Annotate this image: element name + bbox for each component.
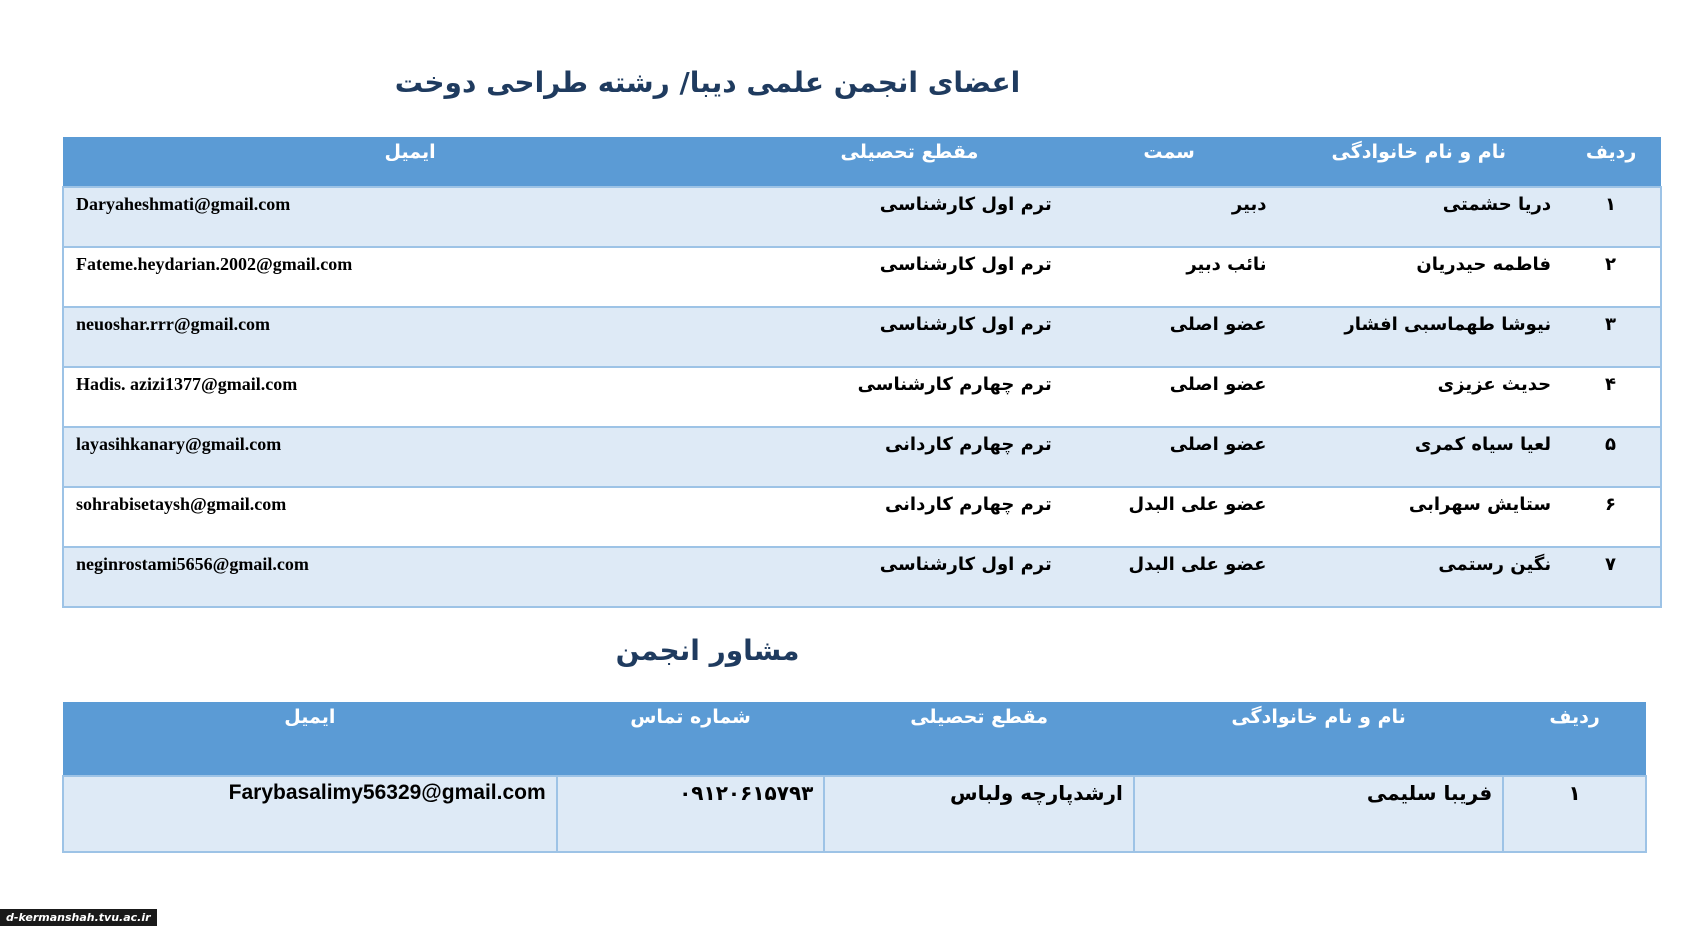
member-position: عضو اصلی <box>1062 367 1277 427</box>
header-name: نام و نام خانوادگی <box>1276 137 1561 187</box>
row-number: ۱ <box>1561 187 1661 247</box>
row-number: ۵ <box>1561 427 1661 487</box>
table-row <box>63 187 1661 247</box>
header-row-number: ردیف <box>1561 137 1661 187</box>
members-table <box>62 137 1662 608</box>
members-header-row <box>63 137 1661 187</box>
header-email: ایمیل <box>63 137 757 187</box>
advisor-title: مشاور انجمن <box>615 634 800 667</box>
table-row <box>63 427 1661 487</box>
header-name: نام و نام خانوادگی <box>1134 702 1503 776</box>
page-title: اعضای انجمن علمی دیبا/ رشته طراحی دوخت <box>394 66 1021 99</box>
member-email: neuoshar.rrr@gmail.com <box>63 307 757 367</box>
row-number: ۴ <box>1561 367 1661 427</box>
member-email: neginrostami5656@gmail.com <box>63 547 757 607</box>
header-degree: مقطع تحصیلی <box>824 702 1134 776</box>
member-degree: ترم اول کارشناسی <box>757 307 1062 367</box>
header-position: سمت <box>1062 137 1277 187</box>
member-degree: ترم چهارم کارشناسی <box>757 367 1062 427</box>
member-degree: ترم اول کارشناسی <box>757 547 1062 607</box>
table-row <box>63 247 1661 307</box>
member-position: عضو اصلی <box>1062 307 1277 367</box>
row-number: ۱ <box>1503 776 1646 852</box>
advisor-phone: ۰۹۱۲۰۶۱۵۷۹۳ <box>557 776 825 852</box>
header-row-number: ردیف <box>1503 702 1646 776</box>
member-email: sohrabisetaysh@gmail.com <box>63 487 757 547</box>
member-degree: ترم اول کارشناسی <box>757 247 1062 307</box>
advisor-header-row <box>63 702 1646 776</box>
table-row <box>63 487 1661 547</box>
table-row <box>63 307 1661 367</box>
advisor-degree: ارشدپارچه ولباس <box>824 776 1134 852</box>
member-degree: ترم چهارم کاردانی <box>757 427 1062 487</box>
member-position: عضو اصلی <box>1062 427 1277 487</box>
site-watermark: d-kermanshah.tvu.ac.ir <box>0 909 157 926</box>
member-degree: ترم اول کارشناسی <box>757 187 1062 247</box>
member-email: Fateme.heydarian.2002@gmail.com <box>63 247 757 307</box>
member-email: Hadis. azizi1377@gmail.com <box>63 367 757 427</box>
member-position: عضو علی البدل <box>1062 487 1277 547</box>
row-number: ۲ <box>1561 247 1661 307</box>
member-name: ستایش سهرابی <box>1276 487 1561 547</box>
member-email: Daryaheshmati@gmail.com <box>63 187 757 247</box>
member-name: دریا حشمتی <box>1276 187 1561 247</box>
member-name: فاطمه حیدریان <box>1276 247 1561 307</box>
row-number: ۷ <box>1561 547 1661 607</box>
member-degree: ترم چهارم کاردانی <box>757 487 1062 547</box>
advisor-table <box>62 702 1647 853</box>
row-number: ۶ <box>1561 487 1661 547</box>
member-position: دبیر <box>1062 187 1277 247</box>
table-row <box>63 547 1661 607</box>
header-email: ایمیل <box>63 702 557 776</box>
table-row <box>63 367 1661 427</box>
member-email: layasihkanary@gmail.com <box>63 427 757 487</box>
header-degree: مقطع تحصیلی <box>757 137 1062 187</box>
advisor-name: فریبا سلیمی <box>1134 776 1503 852</box>
member-name: حدیث عزیزی <box>1276 367 1561 427</box>
member-position: عضو علی البدل <box>1062 547 1277 607</box>
member-name: نیوشا طهماسبی افشار <box>1276 307 1561 367</box>
member-name: لعیا سیاه کمری <box>1276 427 1561 487</box>
member-name: نگین رستمی <box>1276 547 1561 607</box>
header-phone: شماره تماس <box>557 702 825 776</box>
advisor-email: Farybasalimy56329@gmail.com <box>63 776 557 852</box>
member-position: نائب دبیر <box>1062 247 1277 307</box>
row-number: ۳ <box>1561 307 1661 367</box>
table-row <box>63 776 1646 852</box>
